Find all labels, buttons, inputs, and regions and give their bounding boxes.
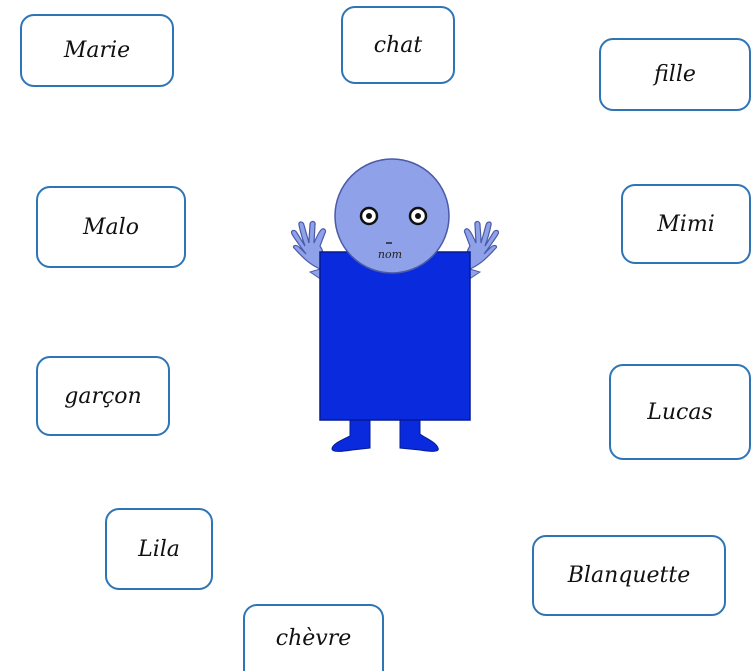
word-card-marie[interactable]: Marie <box>20 14 174 87</box>
word-card-garcon[interactable]: garçon <box>36 356 170 436</box>
character-body <box>320 252 470 420</box>
left-eye <box>361 208 377 224</box>
name-character-figure <box>270 150 520 460</box>
word-card-lila[interactable]: Lila <box>105 508 213 590</box>
word-card-blanquette[interactable]: Blanquette <box>532 535 726 616</box>
word-card-malo[interactable]: Malo <box>36 186 186 268</box>
word-card-mimi[interactable]: Mimi <box>621 184 751 264</box>
word-card-lucas[interactable]: Lucas <box>609 364 751 460</box>
word-card-chevre[interactable]: chèvre <box>243 604 384 671</box>
figure-name-label: nom <box>377 248 403 261</box>
character-illustration <box>270 150 520 460</box>
word-card-fille[interactable]: fille <box>599 38 751 111</box>
right-eye <box>410 208 426 224</box>
word-card-chat[interactable]: chat <box>341 6 455 84</box>
